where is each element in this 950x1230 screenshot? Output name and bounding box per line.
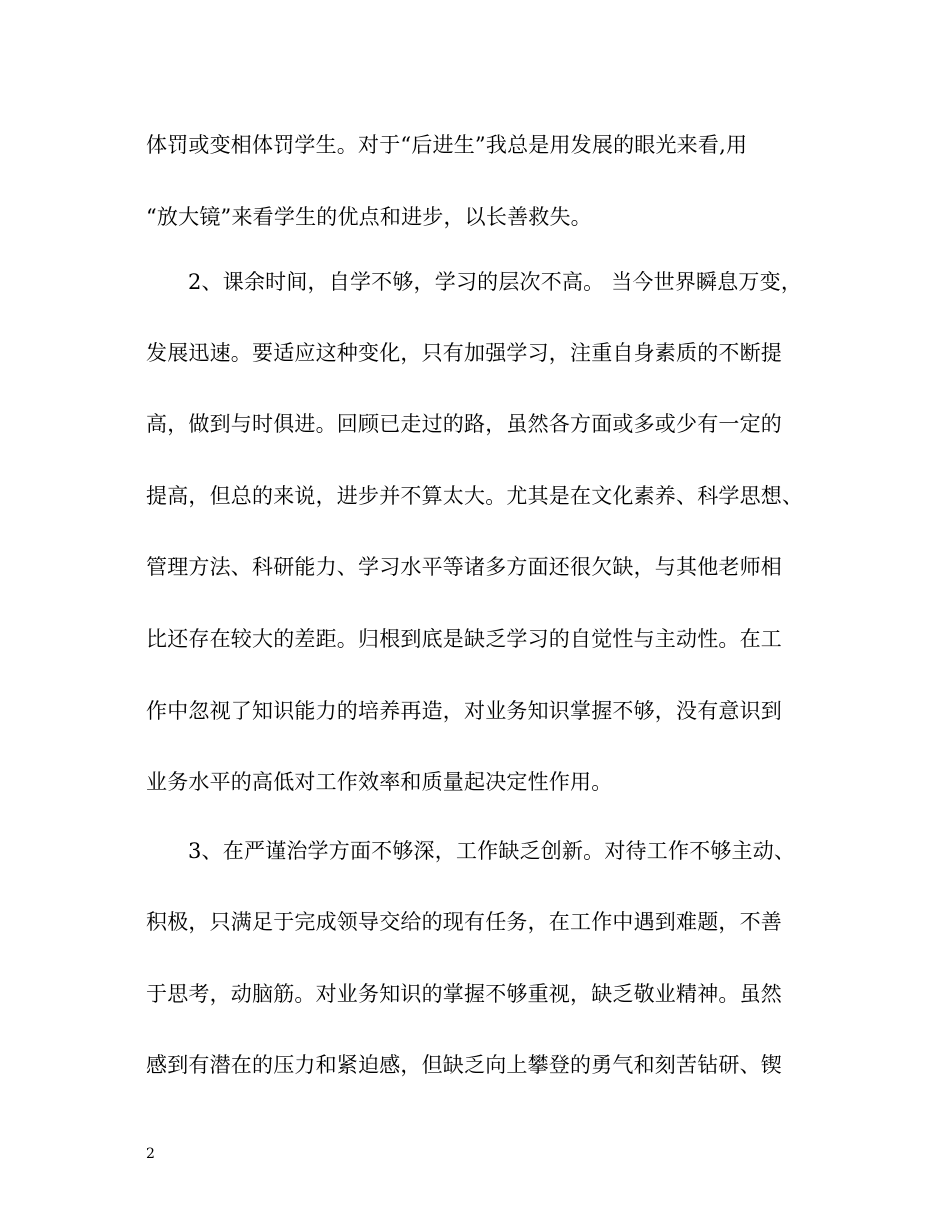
text-line: 管理方法、科研能力、学习水平等诸多方面还很欠缺，与其他老师相 xyxy=(146,555,782,579)
text-line: 作中忽视了知识能力的培养再造，对业务知识掌握不够，没有意识到 xyxy=(146,699,782,723)
text-line: 感到有潜在的压力和紧迫感，但缺乏向上攀登的勇气和刻苦钻研、锲 xyxy=(146,1053,782,1077)
paragraph-start-line: 3、在严谨治学方面不够深，工作缺乏创新。对待工作不够主动、 xyxy=(188,839,796,863)
text-line: 发展迅速。要适应这种变化，只有加强学习，注重自身素质的不断提 xyxy=(146,341,782,365)
text-line: 于思考，动脑筋。对业务知识的掌握不够重视，缺乏敬业精神。虽然 xyxy=(146,982,782,1006)
text-line: 业务水平的高低对工作效率和质量起决定性作用。 xyxy=(146,770,613,794)
paragraph-start-line: 2、课余时间，自学不够，学习的层次不高。 当今世界瞬息万变， xyxy=(188,270,803,294)
text-line: “放大镜”来看学生的优点和进步，以长善救失。 xyxy=(146,205,592,229)
text-line: 比还存在较大的差距。归根到底是缺乏学习的自觉性与主动性。在工 xyxy=(146,627,782,651)
page-number: 2 xyxy=(146,1146,155,1162)
text-line: 提高，但总的来说，进步并不算太大。尤其是在文化素养、科学思想、 xyxy=(146,484,804,508)
text-line: 体罚或变相体罚学生。对于“后进生”我总是用发展的眼光来看,用 xyxy=(146,133,748,157)
text-line: 高，做到与时俱进。回顾已走过的路，虽然各方面或多或少有一定的 xyxy=(146,412,782,436)
text-line: 积极，只满足于完成领导交给的现有任务，在工作中遇到难题，不善 xyxy=(146,910,782,934)
